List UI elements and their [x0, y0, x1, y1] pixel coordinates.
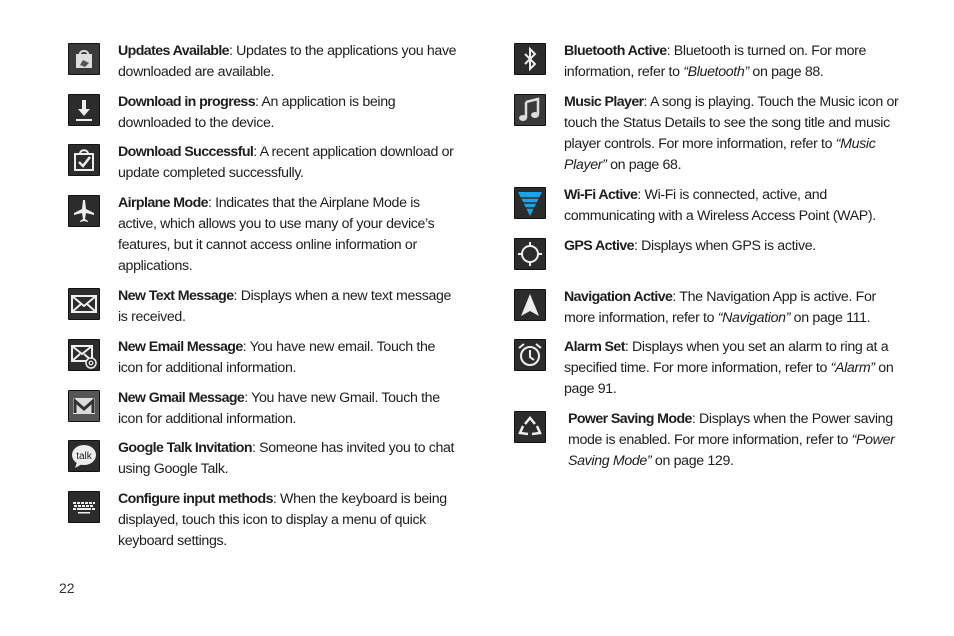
entry-text: [118, 142, 460, 184]
entry-bluetooth-active: [514, 41, 909, 92]
entry-text: [118, 41, 460, 83]
entry-description: : Someone has invited you to chat using Google Talk.: [118, 440, 455, 477]
entry-description: : A recent application download or update completed successfully.: [118, 144, 454, 181]
music-player-icon: [514, 94, 546, 126]
entry-new-email-message: [68, 337, 460, 388]
svg-text:talk: talk: [76, 451, 92, 462]
left-column: [68, 41, 460, 561]
entry-text: [118, 92, 460, 134]
entry-text: [564, 92, 909, 176]
entry-label: Download Successful: [118, 144, 254, 160]
entry-label: Bluetooth Active: [564, 43, 667, 59]
entry-airplane-mode: [68, 193, 460, 286]
entry-text: [564, 41, 909, 83]
entry-updates-available: [68, 41, 460, 92]
page-number: 22: [59, 580, 75, 596]
entry-label: Wi-Fi Active: [564, 187, 638, 203]
entry-reference[interactable]: “Power Saving Mode”: [568, 432, 895, 469]
entry-reference[interactable]: “Alarm”: [830, 360, 875, 376]
entry-page-ref: on page 111.: [790, 310, 871, 326]
entry-download-successful: [68, 142, 460, 193]
entry-text: [118, 438, 460, 480]
alarm-icon: [514, 339, 546, 371]
entry-wifi-active: [514, 185, 909, 236]
entry-navigation-active: [514, 287, 909, 337]
navigation-icon: [514, 289, 546, 321]
entry-text: [118, 337, 460, 379]
entry-google-talk-invitation: [68, 438, 460, 489]
keyboard-icon: [68, 491, 100, 523]
entry-label: New Email Message: [118, 339, 243, 355]
power-saving-icon: [514, 411, 546, 443]
entry-download-in-progress: [68, 92, 460, 142]
entry-description: : A song is playing. Touch the Music icon or touch the Status Details to see the song title and music player controls. For more information, refer to: [564, 94, 899, 152]
entry-description: : An application is being downloaded to the device.: [118, 94, 396, 131]
updates-available-icon: [68, 43, 100, 75]
airplane-mode-icon: [68, 195, 100, 227]
entry-label: Navigation Active: [564, 289, 673, 305]
new-email-message-icon: [68, 339, 100, 371]
entry-description: : When the keyboard is being displayed, touch this icon to display a menu of quick keyboard settings.: [118, 491, 447, 549]
entry-page-ref: on page 88.: [748, 64, 824, 80]
entry-text: [118, 193, 460, 277]
download-successful-icon: [68, 144, 100, 176]
entry-description: : The Navigation App is active. For more information, refer to: [564, 289, 876, 326]
new-text-message-icon: [68, 288, 100, 320]
entry-description: : Displays when a new text message is received.: [118, 288, 452, 325]
download-in-progress-icon: [68, 94, 100, 126]
entry-label: Power Saving Mode: [568, 411, 692, 427]
entry-alarm-set: [514, 337, 909, 409]
entry-label: Alarm Set: [564, 339, 625, 355]
entry-new-text-message: [68, 286, 460, 337]
entry-label: Configure input methods: [118, 491, 273, 507]
entry-text: [118, 388, 460, 430]
entry-label: GPS Active: [564, 238, 634, 254]
entry-text: [564, 236, 816, 257]
google-talk-invitation-icon: [68, 440, 100, 472]
entry-page-ref: on page 129.: [651, 453, 734, 469]
entry-page-ref: on page 68.: [606, 157, 682, 173]
entry-description: : You have new email. Touch the icon for additional information.: [118, 339, 436, 376]
entry-gps-active: [514, 236, 909, 287]
entry-label: New Gmail Message: [118, 390, 245, 406]
entry-power-saving-mode: [514, 409, 909, 481]
entry-description: : Indicates that the Airplane Mode is active, which allows you to use many of your device’s features, but it cannot access online information or applications.: [118, 195, 435, 274]
entry-reference[interactable]: “Navigation”: [717, 310, 791, 326]
entry-text: [564, 337, 909, 400]
entry-label: Download in progress: [118, 94, 255, 110]
new-gmail-message-icon: [68, 390, 100, 422]
entry-label: Airplane Mode: [118, 195, 208, 211]
bluetooth-icon: [514, 43, 546, 75]
entry-reference[interactable]: “Music Player”: [564, 136, 876, 173]
entry-description: : Displays when the Power saving mode is enabled. For more information, refer to: [568, 411, 893, 448]
entry-description: : You have new Gmail. Touch the icon for additional information.: [118, 390, 440, 427]
entry-new-gmail-message: [68, 388, 460, 438]
entry-label: New Text Message: [118, 288, 234, 304]
entry-text: [118, 489, 460, 552]
entry-reference[interactable]: “Bluetooth”: [683, 64, 749, 80]
entry-description: : Updates to the applications you have downloaded are available.: [118, 43, 457, 80]
entry-label: Music Player: [564, 94, 644, 110]
entry-text: [568, 409, 909, 472]
entry-description: : Wi-Fi is connected, active, and communicating with a Wireless Access Point (WAP).: [564, 187, 876, 224]
entry-text: [118, 286, 460, 328]
entry-text: [564, 287, 909, 329]
entry-configure-input-methods: [68, 489, 460, 561]
entry-description: : Displays when you set an alarm to ring at a specified time. For more information, refer to: [564, 339, 889, 376]
entry-label: Updates Available: [118, 43, 229, 59]
entry-label: Google Talk Invitation: [118, 440, 252, 456]
entry-page-ref: on page 91.: [564, 360, 894, 397]
right-column: [514, 41, 909, 481]
gps-active-icon: [514, 238, 546, 270]
entry-description: : Bluetooth is turned on. For more information, refer to: [564, 43, 867, 80]
wifi-active-icon: [514, 187, 546, 219]
entry-music-player: [514, 92, 909, 185]
entry-description: : Displays when GPS is active.: [633, 238, 816, 254]
entry-text: [564, 185, 909, 227]
